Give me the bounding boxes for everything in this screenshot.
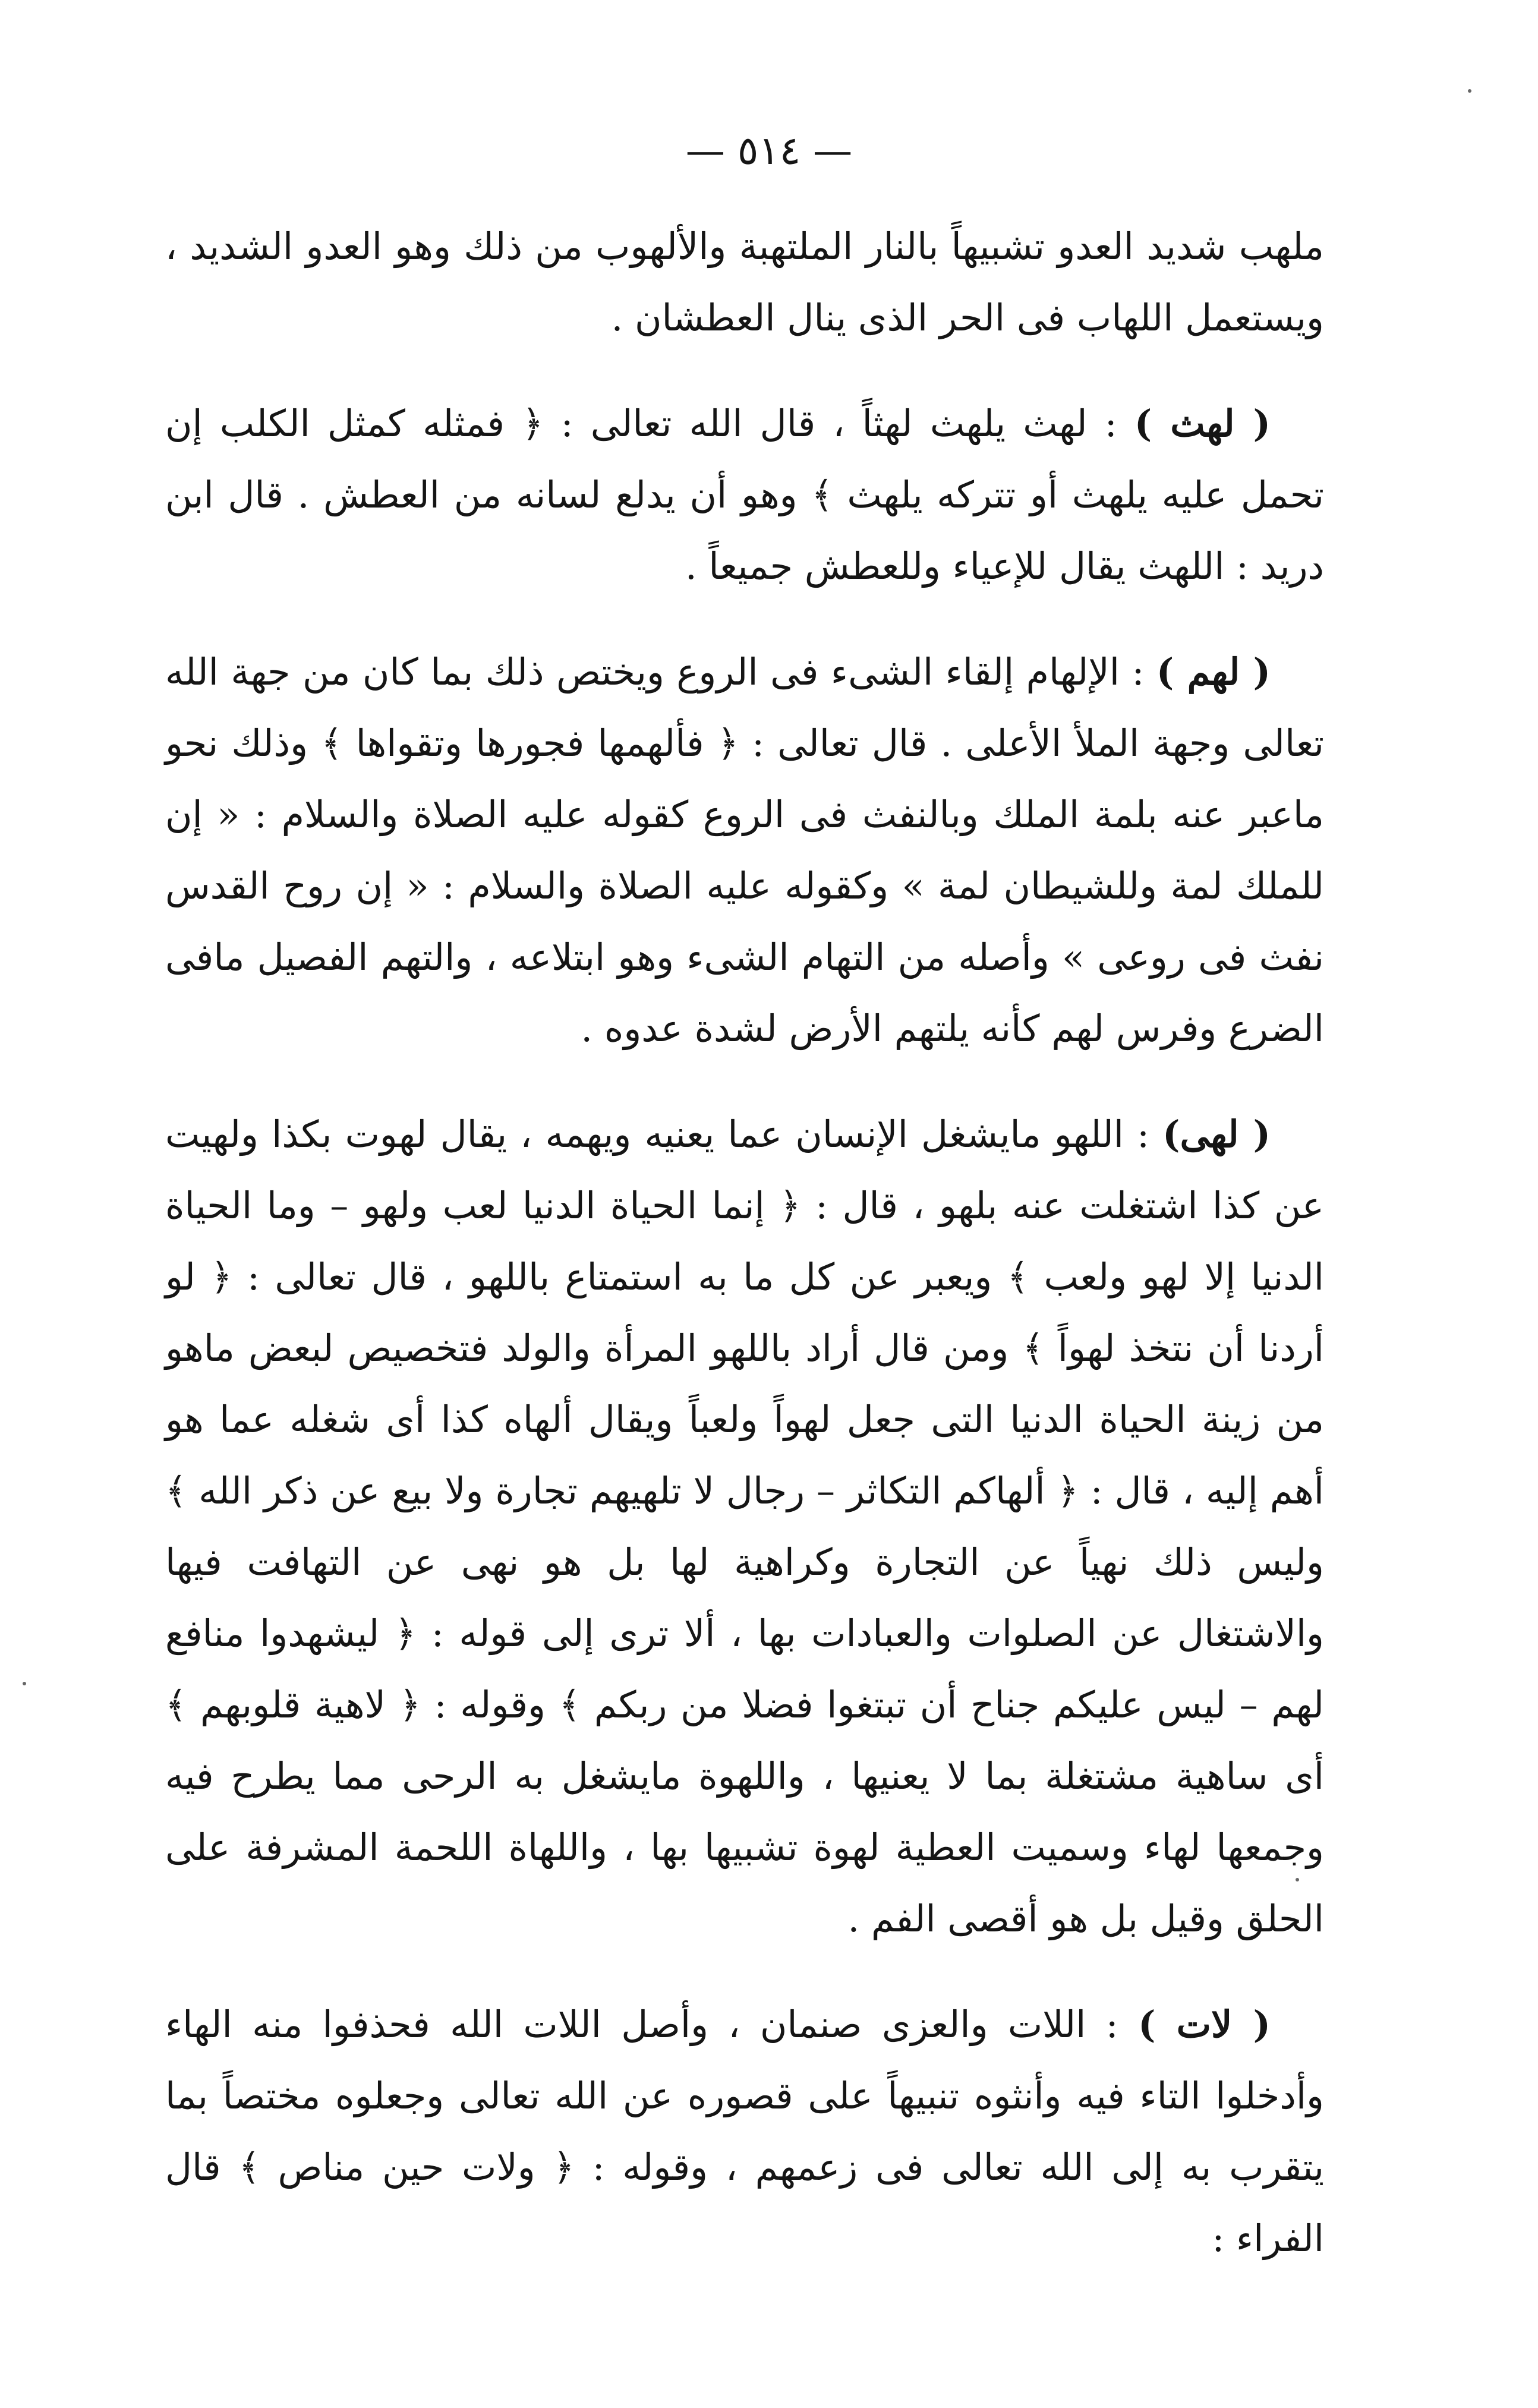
entry-heading: ( لات ) bbox=[1138, 2003, 1271, 2046]
entry-text: : لهث يلهث لهثاً ، قال الله تعالى : ﴿ فمثله كمثل الكلب إن تحمل عليه يلهث أو تتركه يلهث ﴾ وهو أن يدلع لسانه من العطش . قال ابن دريد : اللهث يقال للإعياء وللعطش جميعاً . bbox=[165, 402, 1324, 588]
body-text bbox=[165, 211, 1324, 2309]
entry-laha bbox=[165, 1099, 1324, 1955]
entry-lahama bbox=[165, 636, 1324, 1064]
page-number: — ٥١٤ — bbox=[685, 128, 853, 174]
paragraph-text: ملهب شديد العدو تشبيهاً بالنار الملتهبة والألهوب من ذلك وهو العدو الشديد ، ويستعمل اللهاب فى الحر الذى ينال العطشان . bbox=[165, 225, 1324, 339]
entry-lahatha bbox=[165, 388, 1324, 602]
paragraph-continuation bbox=[165, 211, 1324, 354]
scan-speck bbox=[1296, 1878, 1299, 1881]
entry-text: : اللات والعزى صنمان ، وأصل اللات الله فحذفوا منه الهاء وأدخلوا التاء فيه وأنثوه تنبيهاً على قصوره عن الله تعالى وجعلوه مختصاً بما يتقرب به إلى الله تعالى فى زعمهم ، وقوله : ﴿ ولات حين مناص ﴾ قال الفراء : bbox=[165, 2003, 1324, 2260]
scan-speck bbox=[23, 1682, 26, 1685]
scan-speck bbox=[1468, 89, 1471, 93]
entry-lat bbox=[165, 1989, 1324, 2274]
entry-heading: ( لهى) bbox=[1162, 1112, 1271, 1156]
entry-heading: ( لهث ) bbox=[1134, 402, 1271, 445]
entry-heading: ( لهم ) bbox=[1156, 650, 1271, 694]
entry-text: : الإلهام إلقاء الشىء فى الروع ويختص ذلك بما كان من جهة الله تعالى وجهة الملأ الأعلى . قال تعالى : ﴿ فألهمها فجورها وتقواها ﴾ وذلك نحو ماعبر عنه بلمة الملك وبالنفث فى الروع كقوله عليه الصلاة والسلام : « إن للملك لمة وللشيطان لمة » وكقوله عليه الصلاة والسلام : « إن روح القدس نفث فى روعى » وأصله من التهام الشىء وهو ابتلاعه ، والتهم الفصيل مافى الضرع وفرس لهم كأنه يلتهم الأرض لشدة عدوه . bbox=[165, 650, 1324, 1050]
entry-text: : اللهو مايشغل الإنسان عما يعنيه ويهمه ، يقال لهوت بكذا ولهيت عن كذا اشتغلت عنه بلهو ، قال : ﴿ إنما الحياة الدنيا لعب ولهو – وما الحياة الدنيا إلا لهو ولعب ﴾ ويعبر عن كل ما به استمتاع باللهو ، قال تعالى : ﴿ لو أردنا أن نتخذ لهواً ﴾ ومن قال أراد باللهو المرأة والولد فتخصيص لبعض ماهو من زينة الحياة الدنيا التى جعل لهواً ولعباً ويقال ألهاه كذا أى شغله عما هو أهم إليه ، قال : ﴿ ألهاكم التكاثر – رجال لا تلهيهم تجارة ولا بيع عن ذكر الله ﴾ وليس ذلك نهياً عن التجارة وكراهية لها بل هو نهى عن التهافت فيها والاشتغال عن الصلوات والعبادات بها ، ألا ترى إلى قوله : ﴿ ليشهدوا منافع لهم – ليس عليكم جناح أن تبتغوا فضلا من ربكم ﴾ وقوله : ﴿ لاهية قلوبهم ﴾ أى ساهية مشتغلة بما لا يعنيها ، واللهوة مايشغل به الرحى مما يطرح فيه وجمعها لهاء وسميت العطية لهوة تشبيها بها ، واللهاة اللحمة المشرفة على الحلق وقيل بل هو أقصى الفم . bbox=[165, 1112, 1325, 1940]
